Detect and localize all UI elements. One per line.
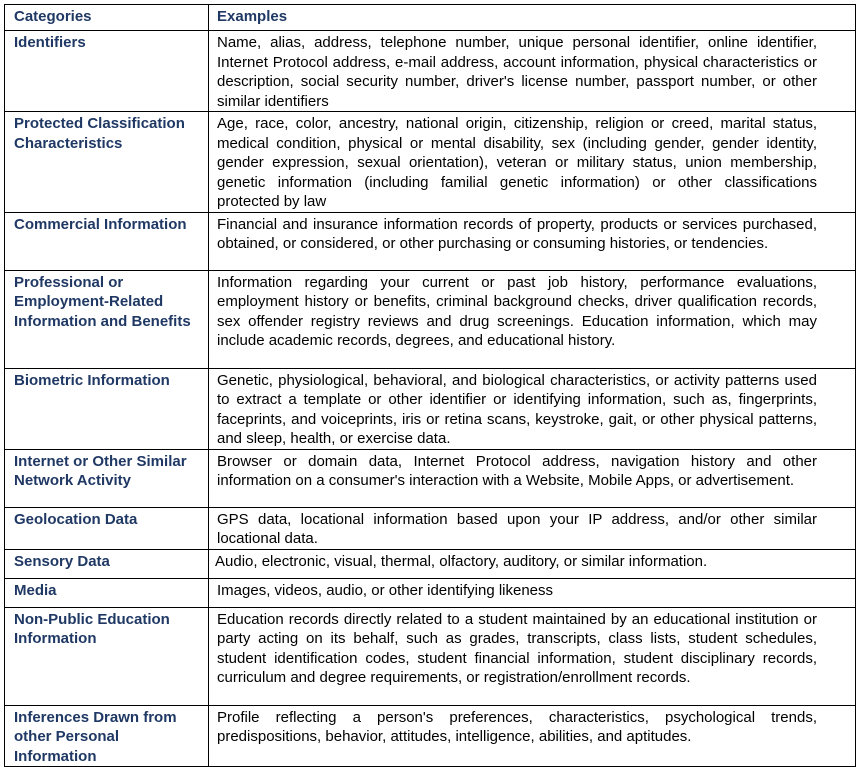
table-row [5,549,856,578]
examples-cell: Name, alias, address, telephone number, unique personal identifier, online identifier, Internet Protocol address, e-mail address, account information, physical characteristics or description, social security number, driver's license number, passport number, or other similar identifiers [209,31,856,112]
table-row [5,449,856,507]
column-header-categories: Categories [5,5,209,31]
examples-cell: Profile reflecting a person's preferences, characteristics, psychological trends, predispositions, behavior, attitudes, intelligence, abilities, and aptitudes. [209,705,856,767]
category-cell: Identifiers [5,31,209,112]
table-header-row [5,5,856,31]
table-row [5,31,856,112]
category-cell: Biometric Information [5,368,209,449]
examples-cell: GPS data, locational information based upon your IP address, and/or other similar locational data. [209,507,856,549]
examples-cell: Genetic, physiological, behavioral, and biological characteristics, or activity patterns used to extract a template or other identifier or identifying information, such as, fingerprints, faceprints, and voiceprints, iris or retina scans, keystroke, gait, or other physical patterns, and sleep, health, or exercise data. [209,368,856,449]
table-row [5,507,856,549]
category-cell: Sensory Data [5,549,209,578]
examples-cell: Images, videos, audio, or other identifying likeness [209,578,856,607]
category-cell: Inferences Drawn from other Personal Information [5,705,209,767]
category-cell: Internet or Other Similar Network Activity [5,449,209,507]
table-row [5,578,856,607]
examples-cell: Information regarding your current or past job history, performance evaluations, employment history or benefits, criminal background checks, driver qualification records, sex offender registry reviews and drug screenings. Education information, which may include academic records, degrees, and educational history. [209,270,856,368]
examples-cell: Browser or domain data, Internet Protocol address, navigation history and other information on a consumer's interaction with a Website, Mobile Apps, or advertisement. [209,449,856,507]
table-row [5,368,856,449]
category-cell: Non-Public Education Information [5,607,209,705]
examples-cell: Education records directly related to a student maintained by an educational institution or party acting on its behalf, such as grades, transcripts, class lists, student schedules, student identification codes, student financial information, student disciplinary records, curriculum and degree requirements, or registration/enrollment records. [209,607,856,705]
examples-cell: Audio, electronic, visual, thermal, olfactory, auditory, or similar information. [209,549,856,578]
column-header-examples: Examples [209,5,856,31]
table-row [5,270,856,368]
category-cell: Professional or Employment-Related Information and Benefits [5,270,209,368]
examples-cell: Financial and insurance information records of property, products or services purchased, obtained, or considered, or other purchasing or consuming histories, or tendencies. [209,212,856,270]
table-row [5,607,856,705]
table-row [5,112,856,213]
category-cell: Protected Classification Characteristics [5,112,209,213]
table-row [5,212,856,270]
category-cell: Geolocation Data [5,507,209,549]
table-row [5,705,856,767]
category-cell: Commercial Information [5,212,209,270]
category-cell: Media [5,578,209,607]
examples-cell: Age, race, color, ancestry, national origin, citizenship, religion or creed, marital status, medical condition, physical or mental disability, sex (including gender, gender identity, gender expression, sexual orientation), veteran or military status, union membership, genetic information (including familial genetic information) or other classifications protected by law [209,112,856,213]
personal-information-categories-table [4,4,856,767]
